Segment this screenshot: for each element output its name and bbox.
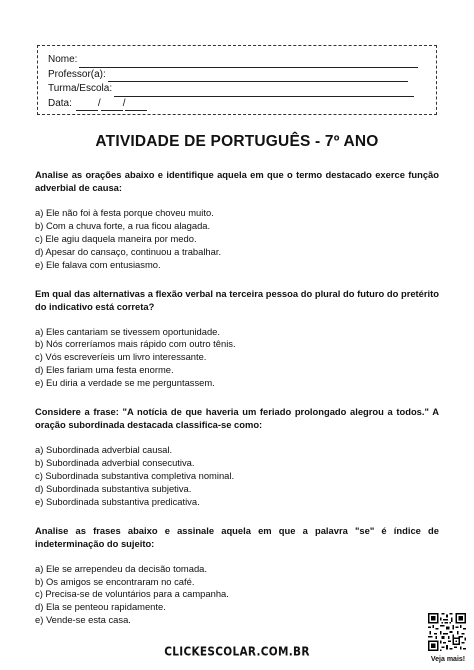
option-a: a) Eles cantariam se tivessem oportunidade.: [35, 325, 220, 337]
question-4: [35, 524, 439, 628]
option-d: d) Ela se penteou rapidamente.: [35, 601, 166, 613]
date-month-line[interactable]: [101, 100, 123, 111]
option-a: a) Ele se arrependeu da decisão tomada.: [35, 562, 207, 574]
date-separator: /: [97, 97, 101, 109]
option-a: a) Subordinada adverbial causal.: [35, 444, 173, 456]
question-text: Considere a frase: "A notícia de que haveria um feriado prolongado alegrou a todos." A oração subordinada destacada classifica-se como:: [35, 406, 439, 431]
question-3: [35, 405, 439, 509]
option-e: e) Ele falava com entusiasmo.: [35, 258, 161, 270]
question-text: Em qual das alternativas a flexão verbal na terceira pessoa do plural do futuro do pretérito do indicativo está correta?: [35, 287, 439, 312]
name-row: [48, 53, 426, 68]
option-c: c) Precisa-se de voluntários para a campanha.: [35, 588, 229, 600]
class-row: [48, 82, 426, 97]
student-info-box: [37, 45, 437, 115]
teacher-row: [48, 68, 426, 83]
name-line[interactable]: [79, 57, 418, 68]
option-b: b) Com a chuva forte, a rua ficou alagada.: [35, 219, 211, 231]
class-label: Turma/Escola:: [48, 83, 113, 95]
option-c: c) Vós escreveríeis um livro interessante.: [35, 351, 207, 363]
option-d: d) Subordinada substantiva subjetiva.: [35, 482, 192, 494]
question-text: Analise as orações abaixo e identifique aquela em que o termo destacado exerce função adverbial de causa:: [35, 169, 439, 193]
qr-caption: Veja mais!: [430, 656, 466, 663]
name-label: Nome:: [48, 54, 78, 65]
option-c: c) Ele agiu daquela maneira por medo.: [35, 232, 197, 244]
option-e: e) Eu diria a verdade se me perguntassem.: [35, 377, 215, 389]
site-footer[interactable]: CLICKESCOLAR.COM.BR: [164, 645, 310, 659]
option-d: d) Eles fariam uma festa enorme.: [35, 364, 174, 376]
option-a: a) Ele não foi à festa porque choveu muito.: [35, 207, 214, 218]
option-c: c) Subordinada substantiva completiva nominal.: [35, 469, 235, 481]
question-1: [35, 168, 439, 272]
option-b: b) Subordinada adverbial consecutiva.: [35, 456, 195, 468]
date-day-line[interactable]: [76, 100, 98, 111]
option-e: e) Subordinada substantiva predicativa.: [35, 495, 200, 507]
teacher-line[interactable]: [108, 71, 408, 82]
date-separator: /: [122, 97, 126, 109]
question-2: [35, 287, 439, 391]
date-year-line[interactable]: [125, 100, 147, 111]
option-e: e) Vende-se esta casa.: [35, 614, 131, 626]
option-b: b) Os amigos se encontraram no café.: [35, 575, 195, 587]
teacher-label: Professor(a):: [48, 68, 106, 80]
page-title: ATIVIDADE DE PORTUGUÊS - 7º ANO: [95, 133, 379, 150]
date-row: [48, 97, 426, 112]
class-line[interactable]: [114, 86, 414, 97]
option-b: b) Nós correríamos mais rápido com outro tênis.: [35, 338, 236, 350]
question-list: [35, 168, 439, 642]
question-text: Analise as frases abaixo e assinale aquela em que a palavra "se" é índice de indeterminação do sujeito:: [35, 524, 439, 549]
date-label: Data:: [48, 97, 72, 109]
option-d: d) Apesar do cansaço, continuou a trabalhar.: [35, 245, 222, 257]
qr-code-icon[interactable]: [428, 613, 466, 651]
